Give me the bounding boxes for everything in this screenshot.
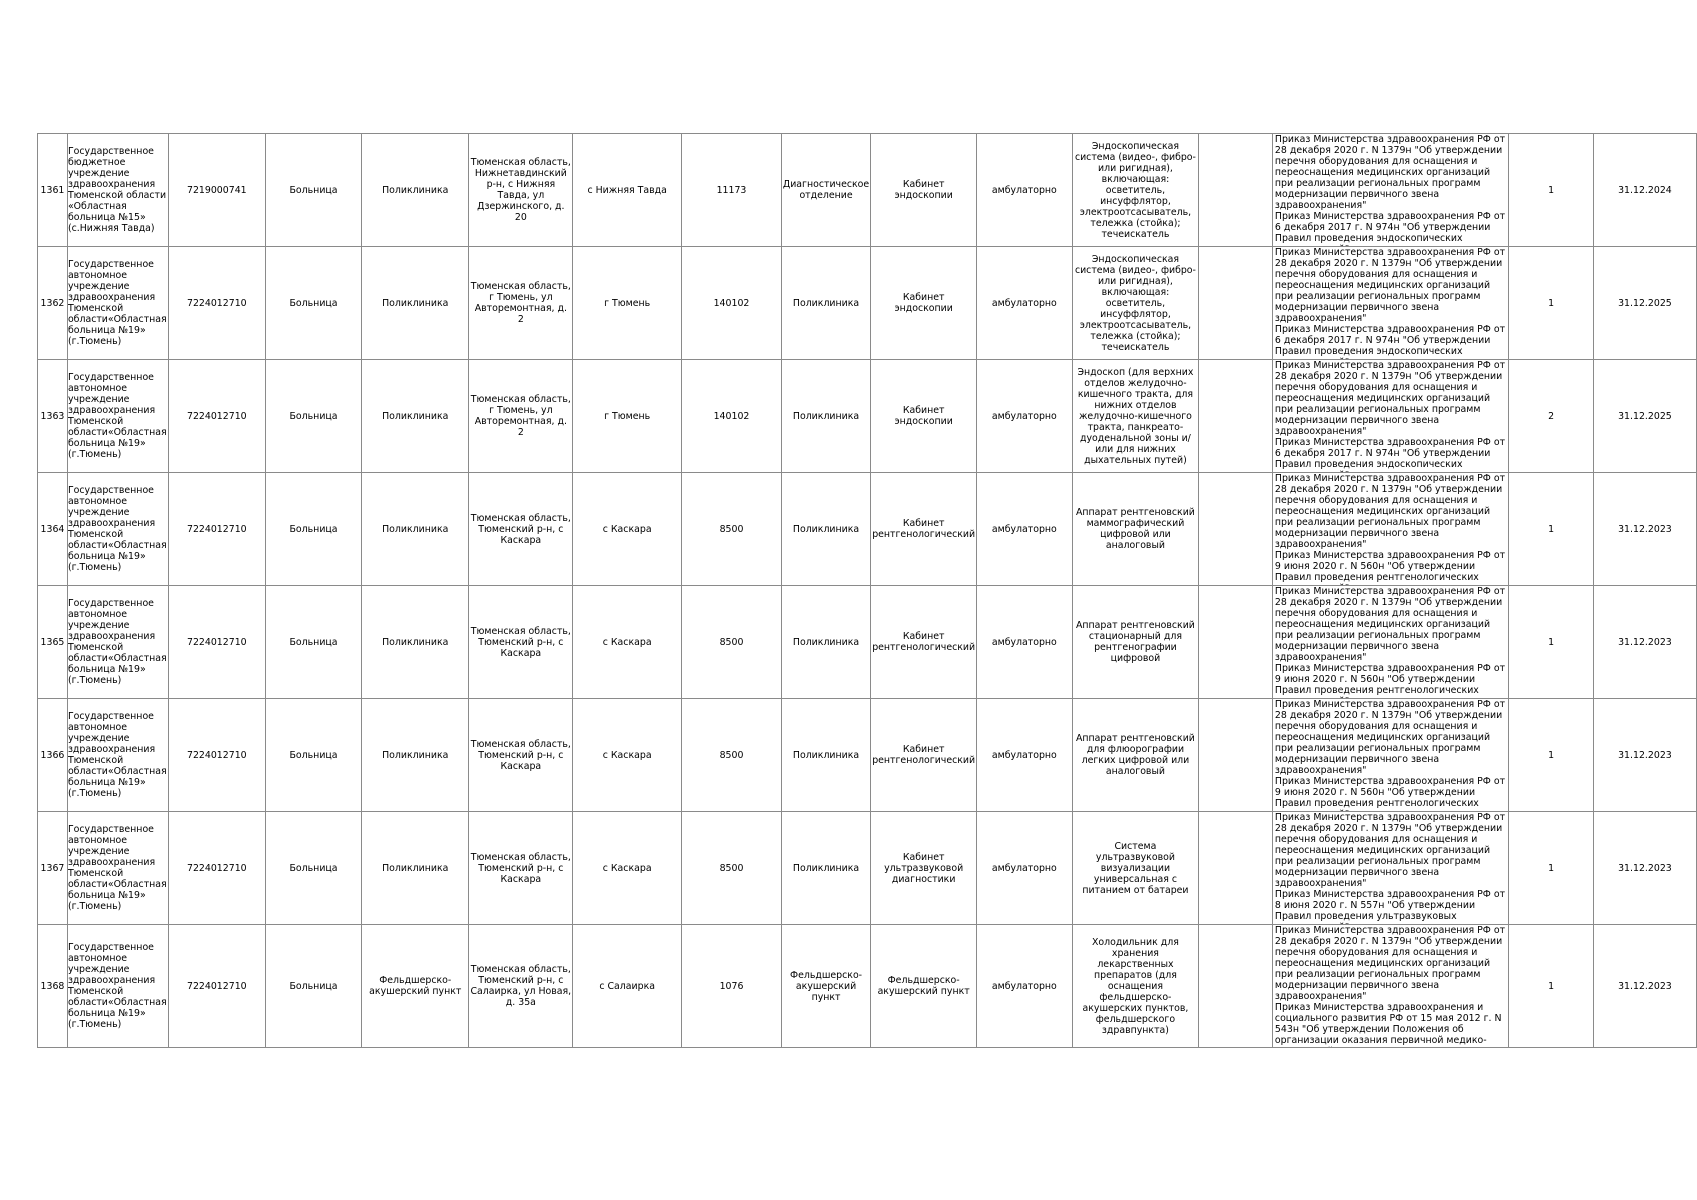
- equipment-cell: Аппарат рентгеновский стационарный для рентгенографии цифровой: [1072, 586, 1199, 699]
- regulation-cell: [1272, 473, 1508, 586]
- cabinet-cell: Кабинет рентгенологический: [871, 586, 977, 699]
- regulation-text: Приказ Министерства здравоохранения РФ от 28 декабря 2020 г. N 1379н "Об утверждении перечня оборудования для оснащения и переоснащения медицинских организаций при реализации региональных программ модернизации первичного звена здравоохранения" Приказ Министерства здравоохранения РФ от 9 июня 2020 г. N 560н "Об утверждении Правил проведения рентгенологических: [1274, 699, 1506, 809]
- quantity-cell: 1: [1509, 586, 1594, 699]
- table-row: [38, 925, 1697, 1048]
- regulation-cell: [1272, 360, 1508, 473]
- inn-cell: 7224012710: [168, 812, 265, 925]
- quantity-cell: 2: [1509, 360, 1594, 473]
- regulation-text: Приказ Министерства здравоохранения РФ от 28 декабря 2020 г. N 1379н "Об утверждении перечня оборудования для оснащения и переоснащения медицинских организаций при реализации региональных программ модернизации первичного звена здравоохранения" Приказ Министерства здравоохранения и социального развития РФ от 15 мая 2012 г. N 543н "Об утверждении Положения об организации оказания первичной медико-: [1274, 925, 1506, 1046]
- equipment-cell: Система ультразвуковой визуализации универсальная с питанием от батареи: [1072, 812, 1199, 925]
- department-cell: Поликлиника: [781, 473, 870, 586]
- regulation-text: Приказ Министерства здравоохранения РФ от 28 декабря 2020 г. N 1379н "Об утверждении перечня оборудования для оснащения и переоснащения медицинских организаций при реализации региональных программ модернизации первичного звена здравоохранения" Приказ Министерства здравоохранения РФ от 6 декабря 2017 г. N 974н "Об утверждении Правил проведения эндоскопических: [1274, 134, 1506, 244]
- quantity-cell: 1: [1509, 812, 1594, 925]
- inn-cell: 7224012710: [168, 473, 265, 586]
- regulation-text: Приказ Министерства здравоохранения РФ от 28 декабря 2020 г. N 1379н "Об утверждении перечня оборудования для оснащения и переоснащения медицинских организаций при реализации региональных программ модернизации первичного звена здравоохранения" Приказ Министерства здравоохранения РФ от 8 июня 2020 г. N 557н "Об утверждении Правил проведения ультразвуковых: [1274, 812, 1506, 922]
- address-cell: Тюменская область, Тюменский р-н, с Каскара: [469, 586, 573, 699]
- facility-type-cell: Больница: [265, 134, 361, 247]
- subdivision-cell: Поликлиника: [362, 586, 469, 699]
- locality-cell: с Нижняя Тавда: [573, 134, 682, 247]
- deadline-date-cell: 31.12.2023: [1593, 586, 1696, 699]
- population-cell: 140102: [682, 247, 782, 360]
- inn-cell: 7224012710: [168, 360, 265, 473]
- regulation-cell: [1272, 247, 1508, 360]
- equipment-cell: Эндоскопическая система (видео-, фибро- или ригидная), включающая: осветитель, инсуффлятор, электроотсасыватель, тележка (стойка); течеискатель: [1072, 134, 1199, 247]
- subdivision-cell: Поликлиника: [362, 812, 469, 925]
- table-row: [38, 812, 1697, 925]
- locality-cell: с Каскара: [573, 473, 682, 586]
- regulation-text: Приказ Министерства здравоохранения РФ от 28 декабря 2020 г. N 1379н "Об утверждении перечня оборудования для оснащения и переоснащения медицинских организаций при реализации региональных программ модернизации первичного звена здравоохранения" Приказ Министерства здравоохранения РФ от 9 июня 2020 г. N 560н "Об утверждении Правил проведения рентгенологических: [1274, 473, 1506, 583]
- extra-cell: [1199, 699, 1273, 812]
- address-cell: Тюменская область, Тюменский р-н, с Каскара: [469, 812, 573, 925]
- table-row: [38, 586, 1697, 699]
- address-cell: Тюменская область, Тюменский р-н, с Салаирка, ул Новая, д. 35а: [469, 925, 573, 1048]
- quantity-cell: 1: [1509, 925, 1594, 1048]
- care-mode-cell: амбулаторно: [977, 812, 1072, 925]
- subdivision-cell: Поликлиника: [362, 473, 469, 586]
- regulation-text: Приказ Министерства здравоохранения РФ от 28 декабря 2020 г. N 1379н "Об утверждении перечня оборудования для оснащения и переоснащения медицинских организаций при реализации региональных программ модернизации первичного звена здравоохранения" Приказ Министерства здравоохранения РФ от 6 декабря 2017 г. N 974н "Об утверждении Правил проведения эндоскопических: [1274, 360, 1506, 470]
- address-cell: Тюменская область, г Тюмень, ул Авторемонтная, д. 2: [469, 360, 573, 473]
- regulation-cell: [1272, 925, 1508, 1048]
- address-cell: Тюменская область, Нижнетавдинский р-н, с Нижняя Тавда, ул Дзержинского, д. 20: [469, 134, 573, 247]
- organization-cell: Государственное автономное учреждение здравоохранения Тюменской области«Областная больница №19» (г.Тюмень): [67, 925, 168, 1048]
- locality-cell: с Каскара: [573, 586, 682, 699]
- extra-cell: [1199, 925, 1273, 1048]
- row-number-cell: 1368: [38, 925, 68, 1048]
- subdivision-cell: Поликлиника: [362, 134, 469, 247]
- extra-cell: [1199, 812, 1273, 925]
- deadline-date-cell: 31.12.2025: [1593, 360, 1696, 473]
- population-cell: 8500: [682, 473, 782, 586]
- department-cell: Поликлиника: [781, 247, 870, 360]
- regulation-cell: [1272, 812, 1508, 925]
- deadline-date-cell: 31.12.2023: [1593, 473, 1696, 586]
- inn-cell: 7224012710: [168, 925, 265, 1048]
- subdivision-cell: Поликлиника: [362, 247, 469, 360]
- organization-cell: Государственное автономное учреждение здравоохранения Тюменской области«Областная больница №19» (г.Тюмень): [67, 247, 168, 360]
- locality-cell: с Каскара: [573, 812, 682, 925]
- organization-cell: Государственное бюджетное учреждение здравоохранения Тюменской области «Областная больница №15» (с.Нижняя Тавда): [67, 134, 168, 247]
- cabinet-cell: Кабинет рентгенологический: [871, 699, 977, 812]
- organization-cell: Государственное автономное учреждение здравоохранения Тюменской области«Областная больница №19» (г.Тюмень): [67, 473, 168, 586]
- deadline-date-cell: 31.12.2023: [1593, 925, 1696, 1048]
- equipment-table: [37, 133, 1697, 1048]
- organization-cell: Государственное автономное учреждение здравоохранения Тюменской области«Областная больница №19» (г.Тюмень): [67, 699, 168, 812]
- extra-cell: [1199, 247, 1273, 360]
- locality-cell: г Тюмень: [573, 247, 682, 360]
- department-cell: Поликлиника: [781, 360, 870, 473]
- address-cell: Тюменская область, Тюменский р-н, с Каскара: [469, 473, 573, 586]
- population-cell: 1076: [682, 925, 782, 1048]
- equipment-cell: Эндоскоп (для верхних отделов желудочно-кишечного тракта, для нижних отделов желудочно-кишечного тракта, панкреато-дуоденальной зоны и/или для нижних дыхательных путей): [1072, 360, 1199, 473]
- extra-cell: [1199, 360, 1273, 473]
- row-number-cell: 1362: [38, 247, 68, 360]
- row-number-cell: 1367: [38, 812, 68, 925]
- inn-cell: 7224012710: [168, 586, 265, 699]
- table-row: [38, 247, 1697, 360]
- quantity-cell: 1: [1509, 247, 1594, 360]
- quantity-cell: 1: [1509, 473, 1594, 586]
- equipment-cell: Аппарат рентгеновский маммографический цифровой или аналоговый: [1072, 473, 1199, 586]
- care-mode-cell: амбулаторно: [977, 699, 1072, 812]
- deadline-date-cell: 31.12.2023: [1593, 699, 1696, 812]
- population-cell: 8500: [682, 586, 782, 699]
- cabinet-cell: Кабинет эндоскопии: [871, 247, 977, 360]
- equipment-cell: Эндоскопическая система (видео-, фибро- или ригидная), включающая: осветитель, инсуффлятор, электроотсасыватель, тележка (стойка); течеискатель: [1072, 247, 1199, 360]
- extra-cell: [1199, 134, 1273, 247]
- extra-cell: [1199, 473, 1273, 586]
- care-mode-cell: амбулаторно: [977, 586, 1072, 699]
- table-row: [38, 360, 1697, 473]
- organization-cell: Государственное автономное учреждение здравоохранения Тюменской области«Областная больница №19» (г.Тюмень): [67, 586, 168, 699]
- table-body: [38, 134, 1697, 1048]
- population-cell: 8500: [682, 812, 782, 925]
- population-cell: 140102: [682, 360, 782, 473]
- address-cell: Тюменская область, г Тюмень, ул Авторемонтная, д. 2: [469, 247, 573, 360]
- facility-type-cell: Больница: [265, 699, 361, 812]
- regulation-cell: [1272, 699, 1508, 812]
- facility-type-cell: Больница: [265, 247, 361, 360]
- regulation-cell: [1272, 134, 1508, 247]
- subdivision-cell: Поликлиника: [362, 360, 469, 473]
- organization-cell: Государственное автономное учреждение здравоохранения Тюменской области«Областная больница №19» (г.Тюмень): [67, 812, 168, 925]
- deadline-date-cell: 31.12.2024: [1593, 134, 1696, 247]
- row-number-cell: 1366: [38, 699, 68, 812]
- address-cell: Тюменская область, Тюменский р-н, с Каскара: [469, 699, 573, 812]
- quantity-cell: 1: [1509, 699, 1594, 812]
- care-mode-cell: амбулаторно: [977, 247, 1072, 360]
- department-cell: Фельдшерско-акушерский пункт: [781, 925, 870, 1048]
- inn-cell: 7224012710: [168, 247, 265, 360]
- care-mode-cell: амбулаторно: [977, 134, 1072, 247]
- department-cell: Диагностическое отделение: [781, 134, 870, 247]
- table-row: [38, 473, 1697, 586]
- deadline-date-cell: 31.12.2025: [1593, 247, 1696, 360]
- population-cell: 11173: [682, 134, 782, 247]
- department-cell: Поликлиника: [781, 586, 870, 699]
- locality-cell: с Каскара: [573, 699, 682, 812]
- cabinet-cell: Кабинет эндоскопии: [871, 360, 977, 473]
- care-mode-cell: амбулаторно: [977, 925, 1072, 1048]
- locality-cell: с Салаирка: [573, 925, 682, 1048]
- facility-type-cell: Больница: [265, 360, 361, 473]
- equipment-cell: Холодильник для хранения лекарственных препаратов (для оснащения фельдшерско-акушерских пунктов, фельдшерского здравпункта): [1072, 925, 1199, 1048]
- subdivision-cell: Поликлиника: [362, 699, 469, 812]
- department-cell: Поликлиника: [781, 812, 870, 925]
- locality-cell: г Тюмень: [573, 360, 682, 473]
- facility-type-cell: Больница: [265, 586, 361, 699]
- regulation-text: Приказ Министерства здравоохранения РФ от 28 декабря 2020 г. N 1379н "Об утверждении перечня оборудования для оснащения и переоснащения медицинских организаций при реализации региональных программ модернизации первичного звена здравоохранения" Приказ Министерства здравоохранения РФ от 9 июня 2020 г. N 560н "Об утверждении Правил проведения рентгенологических: [1274, 586, 1506, 696]
- cabinet-cell: Фельдшерско-акушерский пункт: [871, 925, 977, 1048]
- deadline-date-cell: 31.12.2023: [1593, 812, 1696, 925]
- extra-cell: [1199, 586, 1273, 699]
- inn-cell: 7219000741: [168, 134, 265, 247]
- table-row: [38, 699, 1697, 812]
- population-cell: 8500: [682, 699, 782, 812]
- cabinet-cell: Кабинет эндоскопии: [871, 134, 977, 247]
- regulation-cell: [1272, 586, 1508, 699]
- cabinet-cell: Кабинет ультразвуковой диагностики: [871, 812, 977, 925]
- inn-cell: 7224012710: [168, 699, 265, 812]
- row-number-cell: 1365: [38, 586, 68, 699]
- organization-cell: Государственное автономное учреждение здравоохранения Тюменской области«Областная больница №19» (г.Тюмень): [67, 360, 168, 473]
- row-number-cell: 1361: [38, 134, 68, 247]
- equipment-cell: Аппарат рентгеновский для флюорографии легких цифровой или аналоговый: [1072, 699, 1199, 812]
- subdivision-cell: Фельдшерско-акушерский пункт: [362, 925, 469, 1048]
- facility-type-cell: Больница: [265, 473, 361, 586]
- row-number-cell: 1364: [38, 473, 68, 586]
- cabinet-cell: Кабинет рентгенологический: [871, 473, 977, 586]
- facility-type-cell: Больница: [265, 812, 361, 925]
- row-number-cell: 1363: [38, 360, 68, 473]
- care-mode-cell: амбулаторно: [977, 360, 1072, 473]
- department-cell: Поликлиника: [781, 699, 870, 812]
- facility-type-cell: Больница: [265, 925, 361, 1048]
- regulation-text: Приказ Министерства здравоохранения РФ от 28 декабря 2020 г. N 1379н "Об утверждении перечня оборудования для оснащения и переоснащения медицинских организаций при реализации региональных программ модернизации первичного звена здравоохранения" Приказ Министерства здравоохранения РФ от 6 декабря 2017 г. N 974н "Об утверждении Правил проведения эндоскопических: [1274, 247, 1506, 357]
- care-mode-cell: амбулаторно: [977, 473, 1072, 586]
- table-row: [38, 134, 1697, 247]
- quantity-cell: 1: [1509, 134, 1594, 247]
